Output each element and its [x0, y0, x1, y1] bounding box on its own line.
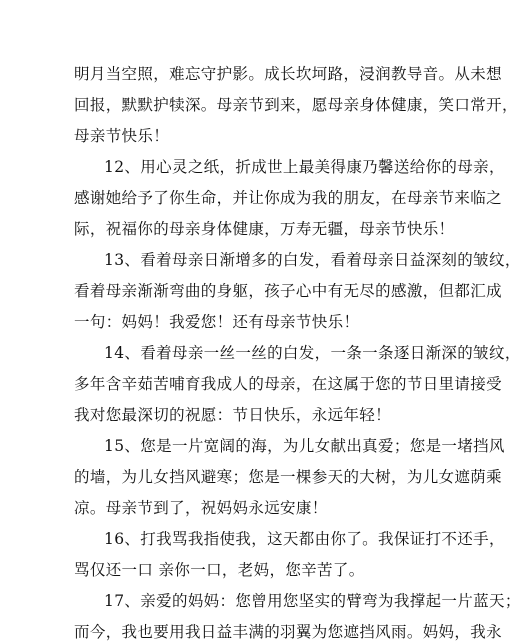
text-line: 而今，我也要用我日益丰满的羽翼为您遮挡风雨。妈妈，我永	[74, 623, 502, 641]
text-line: 的墙，为儿女挡风避寒；您是一棵参天的大树，为儿女遮荫乘	[74, 468, 502, 486]
text-line: 16、打我骂我指使我，这天都由你了。我保证打不还手，	[104, 530, 505, 548]
text-line: 明月当空照，难忘守护影。成长坎坷路，浸润教导音。从未想	[74, 65, 502, 83]
text-line: 际，祝福你的母亲身体健康，万寿无疆，母亲节快乐！	[74, 220, 455, 238]
text-line: 母亲节快乐！	[74, 127, 170, 145]
text-line: 17、亲爱的妈妈：您曾用您坚实的臂弯为我撑起一片蓝天；	[104, 592, 521, 610]
text-line: 13、看着母亲日渐增多的白发，看着母亲日益深刻的皱纹，	[104, 251, 521, 269]
text-line: 凉。母亲节到了，祝妈妈永远安康！	[74, 499, 328, 517]
text-line: 12、用心灵之纸，折成世上最美得康乃馨送给你的母亲，	[104, 158, 505, 176]
text-line: 感谢她给予了你生命，并让你成为我的朋友，在母亲节来临之	[74, 189, 502, 207]
text-line: 一句：妈妈！我爱您！还有母亲节快乐！	[74, 313, 360, 331]
text-line: 14、看着母亲一丝一丝的白发，一条一条逐日渐深的皱纹，	[104, 344, 521, 362]
text-line: 回报，默默护犊深。母亲节到来，愿母亲身体健康，笑口常开，	[74, 96, 518, 114]
text-line: 我对您最深切的祝愿：节日快乐，永远年轻！	[74, 406, 392, 424]
text-line: 骂仅还一口 亲你一口，老妈，您辛苦了。	[74, 561, 365, 579]
text-line: 15、您是一片宽阔的海，为儿女献出真爱；您是一堵挡风	[104, 437, 505, 455]
text-line: 看着母亲渐渐弯曲的身躯，孩子心中有无尽的感激，但都汇成	[74, 282, 502, 300]
text-line: 多年含辛茹苦哺育我成人的母亲，在这属于您的节日里请接受	[74, 375, 502, 393]
